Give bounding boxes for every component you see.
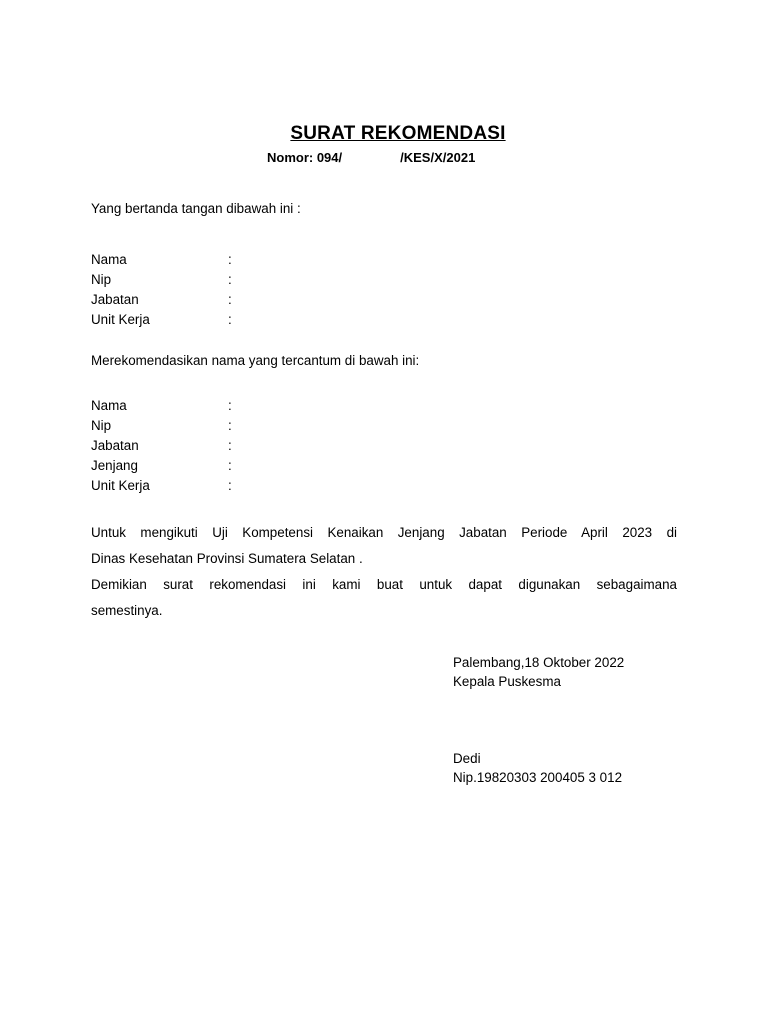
signer-field-label: Unit Kerja: [91, 312, 150, 327]
candidate-field-row: [91, 416, 232, 436]
field-separator: :: [228, 398, 232, 413]
field-separator: :: [228, 272, 232, 287]
purpose-line-1: Untuk mengikuti Uji Kompetensi Kenaikan Jenjang Jabatan Periode April 2023 di: [91, 525, 677, 540]
field-separator: :: [228, 312, 232, 327]
recommend-intro-text: Merekomendasikan nama yang tercantum di bawah ini:: [91, 353, 420, 368]
closing-line-1: Demikian surat rekomendasi ini kami buat untuk dapat digunakan sebagaimana: [91, 577, 677, 592]
intro-text: Yang bertanda tangan dibawah ini :: [91, 201, 301, 216]
field-separator: :: [228, 292, 232, 307]
candidate-field-row: [91, 476, 232, 496]
field-separator: :: [228, 438, 232, 453]
signature-nip: Nip.19820303 200405 3 012: [453, 770, 623, 785]
candidate-field-label: Unit Kerja: [91, 478, 150, 493]
field-separator: :: [228, 458, 232, 473]
field-separator: :: [228, 418, 232, 433]
closing-line-2: semestinya.: [91, 603, 163, 618]
signature-name: Dedi: [453, 751, 481, 766]
candidate-field-label: Nama: [91, 398, 127, 413]
signer-field-row: [91, 310, 232, 330]
signature-position: Kepala Puskesma: [453, 674, 561, 689]
field-separator: :: [228, 478, 232, 493]
candidate-fields: [91, 396, 232, 496]
letter-number-prefix: Nomor: 094/: [267, 150, 343, 165]
signature-header: [453, 653, 624, 691]
candidate-field-row: [91, 396, 232, 416]
signer-fields: [91, 250, 232, 330]
candidate-field-label: Jabatan: [91, 438, 139, 453]
candidate-field-row: [91, 436, 232, 456]
signer-field-label: Nip: [91, 272, 112, 287]
letter-title: SURAT REKOMENDASI: [290, 123, 506, 144]
purpose-line-2: Dinas Kesehatan Provinsi Sumatera Selatan .: [91, 551, 363, 566]
signer-field-row: [91, 270, 232, 290]
signer-field-label: Nama: [91, 252, 127, 267]
signature-block: [453, 749, 622, 787]
letter-number-suffix: /KES/X/2021: [400, 150, 476, 165]
field-separator: :: [228, 252, 232, 267]
letter-number: [267, 150, 475, 165]
candidate-field-label: Jenjang: [91, 458, 138, 473]
signer-field-row: [91, 290, 232, 310]
letter-body: [91, 520, 677, 624]
signer-field-label: Jabatan: [91, 292, 139, 307]
candidate-field-label: Nip: [91, 418, 112, 433]
signature-place-date: Palembang,18 Oktober 2022: [453, 655, 625, 670]
candidate-field-row: [91, 456, 232, 476]
signer-field-row: [91, 250, 232, 270]
